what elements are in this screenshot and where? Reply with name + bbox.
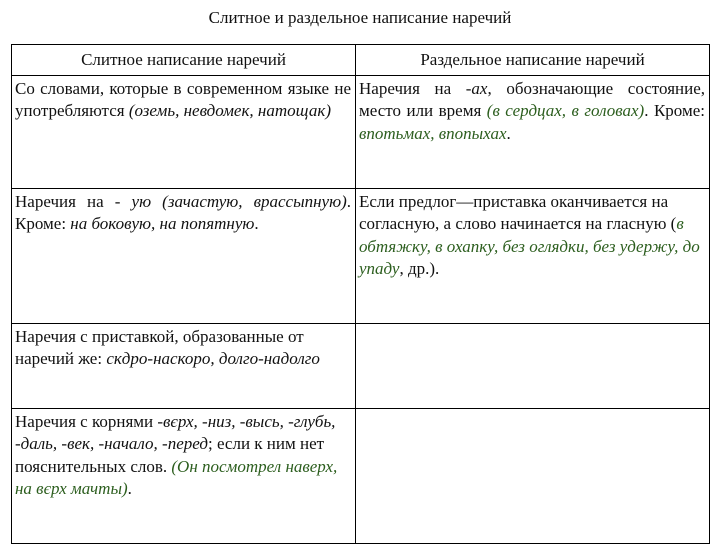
rule-roots: -вєрх, -низ, -высь, -глубь, -даль, -век, -начало, -перед (15, 411, 336, 453)
rule-examples: скдро-наскоро, долго-надолго (106, 349, 320, 368)
rule-text: . Кроме: (644, 101, 705, 120)
rule-cell-left (12, 323, 356, 408)
rule-text: . (506, 123, 511, 143)
adverb-spelling-table (11, 44, 710, 544)
rule-exceptions: впотьмах, впопыхах (359, 123, 507, 143)
rule-text: Наречия на (15, 191, 115, 211)
table-row (12, 323, 710, 408)
rule-cell-right (356, 75, 710, 188)
rule-examples: (оземь, невдомек, натощак) (128, 101, 332, 120)
rule-text: . (127, 479, 132, 498)
rule-cell-left (12, 188, 356, 323)
rule-text: , обозначающие состояние, место или время (359, 78, 705, 120)
rule-examples: (Он посмотрел наверх, на вєрх мачты) (15, 456, 338, 498)
rule-text (151, 192, 162, 211)
rule-text: . Кроме: (15, 191, 351, 233)
rule-examples: в обтяжку, в охапку, без оглядки, без удержу, до упаду (359, 214, 700, 278)
rule-text: ; если к ним нет пояснительных слов. (15, 434, 325, 476)
rule-cell-right-empty (356, 323, 710, 408)
rule-text: Наречия с корнями (15, 411, 158, 431)
rule-exceptions: на боковую, на попятную (70, 214, 255, 233)
header-separate-spelling: Раздельное написание наречий (356, 45, 710, 76)
header-fused-spelling: Слитное написание наречий (12, 45, 356, 76)
rule-text: . (254, 214, 259, 233)
rule-text: , др.). (399, 259, 440, 278)
rule-examples: (зачастую, врассыпную) (162, 191, 347, 211)
table-header-row (12, 45, 710, 76)
table-row (12, 75, 710, 188)
page-title: Слитное и раздельное написание наречий (208, 8, 512, 27)
rule-cell-left (12, 75, 356, 188)
rule-text: Наречия с приставкой, образованные от наречий же: (15, 326, 304, 368)
rule-text: Наречия на (359, 78, 466, 98)
rule-text: Со словами, которые в современном языке не употребляются (15, 78, 351, 120)
rule-text: Если предлог—приставка оканчивается на согласную, а слово начинается на гласную ( (359, 191, 677, 233)
rule-examples: (в сердцах, в головах) (486, 101, 645, 120)
rule-cell-left (12, 408, 356, 543)
table-row (12, 188, 710, 323)
rule-cell-right (356, 188, 710, 323)
rule-suffix: -ах (465, 78, 488, 98)
rule-suffix: - ую (114, 191, 152, 211)
table-row (12, 408, 710, 543)
rule-cell-right-empty (356, 408, 710, 543)
